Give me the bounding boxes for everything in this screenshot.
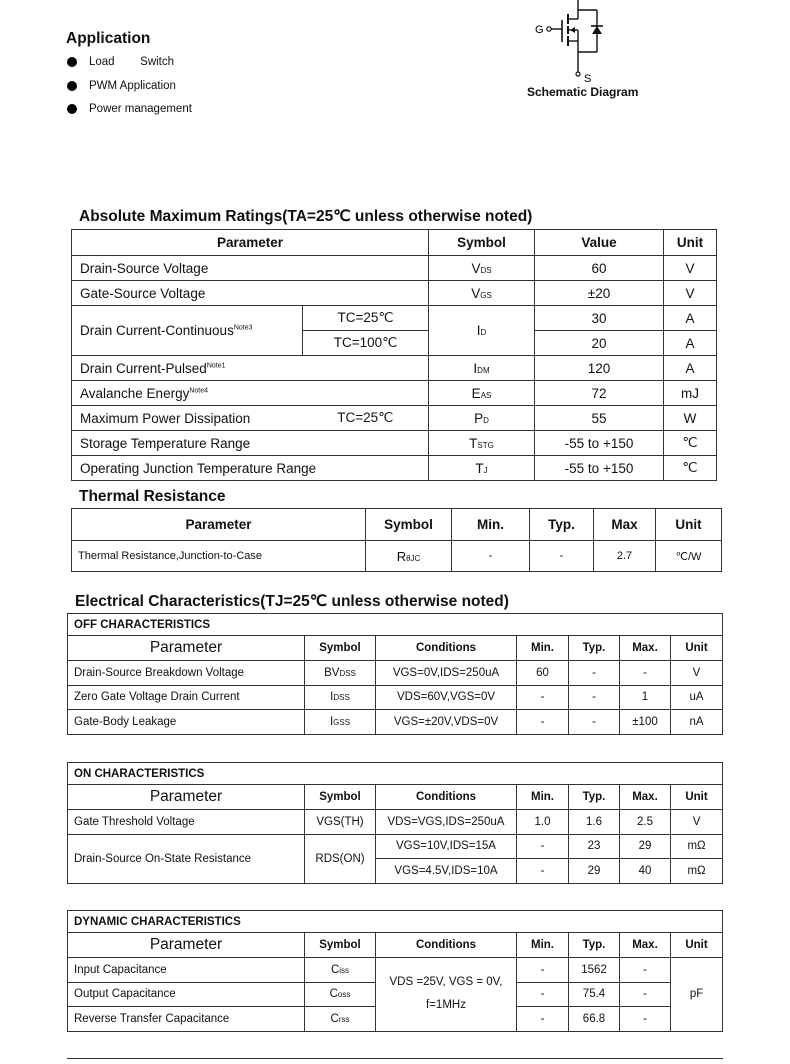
table-row xyxy=(68,810,723,835)
col-header: Symbol xyxy=(305,636,376,661)
mosfet-schematic-icon xyxy=(520,0,650,84)
typ-cell: 1562 xyxy=(569,958,620,983)
typ-cell: 29 xyxy=(569,859,620,884)
col-header: Max. xyxy=(620,933,671,958)
unit-cell: V xyxy=(671,661,723,686)
symbol-cell: VGS(TH) xyxy=(305,810,376,835)
value-cell: 60 xyxy=(535,256,664,281)
max-cell: 40 xyxy=(620,859,671,884)
symbol-cell: Ciss xyxy=(305,958,376,983)
unit-cell: A xyxy=(664,356,717,381)
application-item: Load Switch xyxy=(66,54,192,78)
col-header: Min. xyxy=(452,509,530,541)
table-row xyxy=(72,381,717,406)
col-header: Typ. xyxy=(569,933,620,958)
param-cell: Gate-Body Leakage xyxy=(68,710,305,735)
col-header: Parameter xyxy=(68,785,305,810)
typ-cell: 1.6 xyxy=(569,810,620,835)
param-cell: Storage Temperature Range xyxy=(72,431,429,456)
min-cell: - xyxy=(452,541,530,572)
table-row xyxy=(72,431,717,456)
table-row xyxy=(72,256,717,281)
symbol-cell: EAS xyxy=(429,381,535,406)
symbol-cell: BVDSS xyxy=(305,661,376,686)
symbol-cell: TJ xyxy=(429,456,535,481)
condition-cell: TC=25℃ xyxy=(303,306,429,331)
col-header: Conditions xyxy=(376,933,517,958)
condition-cell: VDS=VGS,IDS=250uA xyxy=(376,810,517,835)
param-cell: Gate-Source Voltage xyxy=(72,281,429,306)
abs-max-table xyxy=(71,229,717,481)
param-cell: Zero Gate Voltage Drain Current xyxy=(68,685,305,710)
value-cell: 72 xyxy=(535,381,664,406)
col-header: Max xyxy=(594,509,656,541)
min-cell: - xyxy=(517,834,569,859)
table-row xyxy=(72,281,717,306)
condition-cell: VDS =25V, VGS = 0V, f=1MHz xyxy=(376,958,517,1032)
symbol-cell: Coss xyxy=(305,982,376,1007)
application-item: PWM Application xyxy=(66,78,192,102)
param-cell: Operating Junction Temperature Range xyxy=(72,456,429,481)
col-header: Symbol xyxy=(305,785,376,810)
param-cell: Drain-Source Voltage xyxy=(72,256,429,281)
application-title: Application xyxy=(66,30,151,47)
condition-cell: VGS=10V,IDS=15A xyxy=(376,834,517,859)
col-header: Symbol xyxy=(305,933,376,958)
symbol-cell: IDSS xyxy=(305,685,376,710)
param-cell: Gate Threshold Voltage xyxy=(68,810,305,835)
max-cell: - xyxy=(620,982,671,1007)
thermal-title: Thermal Resistance xyxy=(79,488,226,505)
param-cell: Drain-Source On-State Resistance xyxy=(68,834,305,883)
unit-cell: W xyxy=(664,406,717,431)
unit-cell: ℃/W xyxy=(656,541,722,572)
col-header: Unit xyxy=(671,785,723,810)
value-cell: ±20 xyxy=(535,281,664,306)
section-header: DYNAMIC CHARACTERISTICS xyxy=(68,911,723,933)
col-header: Min. xyxy=(517,636,569,661)
max-cell: 1 xyxy=(620,685,671,710)
table-row xyxy=(68,685,723,710)
application-list xyxy=(66,54,192,125)
max-cell: ±100 xyxy=(620,710,671,735)
typ-cell: 66.8 xyxy=(569,1007,620,1032)
condition-cell: VDS=60V,VGS=0V xyxy=(376,685,517,710)
col-header: Unit xyxy=(671,636,723,661)
param-cell: Output Capacitance xyxy=(68,982,305,1007)
table-header-row xyxy=(68,933,723,958)
application-item: Power management xyxy=(66,101,192,125)
schematic-label: Schematic Diagram xyxy=(527,85,639,99)
col-header: Typ. xyxy=(530,509,594,541)
col-header: Unit xyxy=(656,509,722,541)
symbol-cell: IGSS xyxy=(305,710,376,735)
unit-cell: A xyxy=(664,306,717,331)
col-header: Typ. xyxy=(569,636,620,661)
param-cell: Avalanche Energy$^{Note4}$ xyxy=(72,381,429,406)
max-cell: - xyxy=(620,1007,671,1032)
value-cell: -55 to +150 xyxy=(535,456,664,481)
unit-cell: V xyxy=(671,810,723,835)
next-table-top-border xyxy=(67,1058,723,1060)
col-header: Unit xyxy=(671,933,723,958)
unit-cell: ℃ xyxy=(664,431,717,456)
table-row xyxy=(72,356,717,381)
col-header: Min. xyxy=(517,785,569,810)
col-header: Value xyxy=(535,230,664,256)
unit-cell: A xyxy=(664,331,717,356)
unit-cell: V xyxy=(664,281,717,306)
table-row xyxy=(68,958,723,983)
symbol-cell: VDS xyxy=(429,256,535,281)
table-row xyxy=(72,456,717,481)
param-cell: Drain Current-Continuous$^{Note3}$ xyxy=(72,306,303,356)
typ-cell: 75.4 xyxy=(569,982,620,1007)
symbol-cell: RθJC xyxy=(366,541,452,572)
unit-cell: pF xyxy=(671,958,723,1032)
condition-cell: TC=25℃ xyxy=(303,406,429,431)
min-cell: 60 xyxy=(517,661,569,686)
table-row xyxy=(68,661,723,686)
value-cell: 55 xyxy=(535,406,664,431)
table-header-row xyxy=(72,230,717,256)
table-header-row xyxy=(72,509,722,541)
col-header: Max. xyxy=(620,636,671,661)
typ-cell: - xyxy=(569,661,620,686)
param-cell: Maximum Power Dissipation xyxy=(72,406,303,431)
pin-s-label: S xyxy=(584,73,592,84)
value-cell: 30 xyxy=(535,306,664,331)
unit-cell: V xyxy=(664,256,717,281)
typ-cell: - xyxy=(569,685,620,710)
unit-cell: ℃ xyxy=(664,456,717,481)
col-header: Symbol xyxy=(366,509,452,541)
condition-cell: VGS=±20V,VDS=0V xyxy=(376,710,517,735)
min-cell: - xyxy=(517,710,569,735)
unit-cell: mΩ xyxy=(671,834,723,859)
condition-cell: VGS=0V,IDS=250uA xyxy=(376,661,517,686)
typ-cell: - xyxy=(530,541,594,572)
col-header: Unit xyxy=(664,230,717,256)
typ-cell: - xyxy=(569,710,620,735)
symbol-cell: Crss xyxy=(305,1007,376,1032)
value-cell: 20 xyxy=(535,331,664,356)
col-header: Max. xyxy=(620,785,671,810)
symbol-cell: VGS xyxy=(429,281,535,306)
table-row xyxy=(72,541,722,572)
param-cell: Drain Current-Pulsed$^{Note1}$ xyxy=(72,356,429,381)
symbol-cell: TSTG xyxy=(429,431,535,456)
condition-cell: TC=100℃ xyxy=(303,331,429,356)
table-row xyxy=(72,406,717,431)
table-header-row xyxy=(68,785,723,810)
electrical-title: Electrical Characteristics(TJ=25℃ unless otherwise noted) xyxy=(75,593,509,610)
typ-cell: 23 xyxy=(569,834,620,859)
thermal-table xyxy=(71,508,722,572)
col-header: Conditions xyxy=(376,636,517,661)
min-cell: - xyxy=(517,982,569,1007)
dynamic-characteristics-table xyxy=(67,910,723,1032)
col-header: Typ. xyxy=(569,785,620,810)
min-cell: 1.0 xyxy=(517,810,569,835)
param-cell: Thermal Resistance,Junction-to-Case xyxy=(72,541,366,572)
table-header-row xyxy=(68,636,723,661)
on-characteristics-table xyxy=(67,762,723,884)
value-cell: -55 to +150 xyxy=(535,431,664,456)
param-cell: Input Capacitance xyxy=(68,958,305,983)
off-characteristics-table xyxy=(67,613,723,735)
param-cell: Drain-Source Breakdown Voltage xyxy=(68,661,305,686)
max-cell: - xyxy=(620,661,671,686)
unit-cell: uA xyxy=(671,685,723,710)
param-cell: Reverse Transfer Capacitance xyxy=(68,1007,305,1032)
col-header: Symbol xyxy=(429,230,535,256)
col-header: Parameter xyxy=(72,230,429,256)
symbol-cell: ID xyxy=(429,306,535,356)
col-header: Min. xyxy=(517,933,569,958)
symbol-cell: IDM xyxy=(429,356,535,381)
section-header: OFF CHARACTERISTICS xyxy=(68,614,723,636)
col-header: Parameter xyxy=(68,636,305,661)
value-cell: 120 xyxy=(535,356,664,381)
table-row xyxy=(72,306,717,331)
abs-max-title: Absolute Maximum Ratings(TA=25℃ unless otherwise noted) xyxy=(79,208,533,225)
unit-cell: nA xyxy=(671,710,723,735)
col-header: Parameter xyxy=(68,933,305,958)
col-header: Conditions xyxy=(376,785,517,810)
section-header: ON CHARACTERISTICS xyxy=(68,763,723,785)
max-cell: 2.5 xyxy=(620,810,671,835)
condition-cell: VGS=4.5V,IDS=10A xyxy=(376,859,517,884)
max-cell: 2.7 xyxy=(594,541,656,572)
unit-cell: mJ xyxy=(664,381,717,406)
symbol-cell: RDS(ON) xyxy=(305,834,376,883)
symbol-cell: PD xyxy=(429,406,535,431)
max-cell: - xyxy=(620,958,671,983)
unit-cell: mΩ xyxy=(671,859,723,884)
max-cell: 29 xyxy=(620,834,671,859)
table-row xyxy=(68,710,723,735)
min-cell: - xyxy=(517,958,569,983)
min-cell: - xyxy=(517,859,569,884)
min-cell: - xyxy=(517,685,569,710)
pin-g-label: G xyxy=(535,24,544,36)
min-cell: - xyxy=(517,1007,569,1032)
col-header: Parameter xyxy=(72,509,366,541)
table-row xyxy=(68,834,723,859)
